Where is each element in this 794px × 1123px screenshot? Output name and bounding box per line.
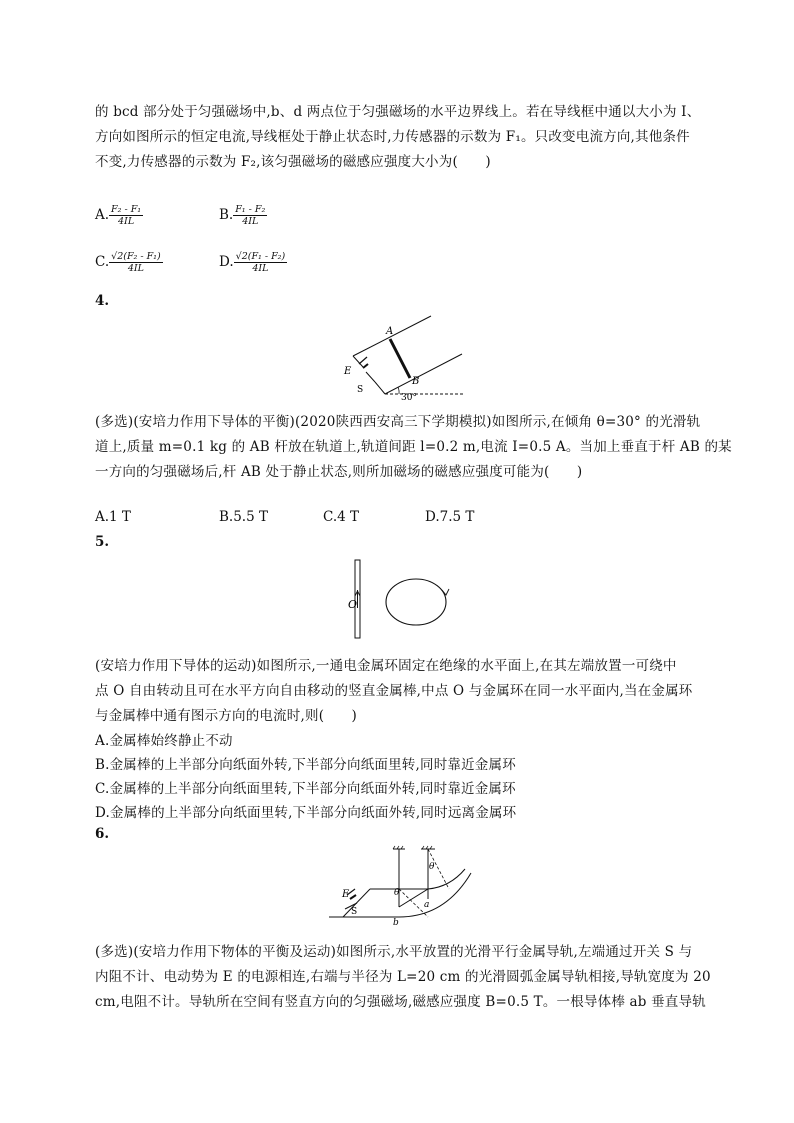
arc-rail-lower [399, 873, 471, 917]
fraction-denominator: 4IL [252, 263, 269, 274]
q4-option-d: D.7.5 T [425, 509, 475, 525]
label-b: B [412, 376, 420, 387]
fraction [234, 251, 288, 274]
intro-line-1: 的 bcd 部分处于匀强磁场中,b、d 两点位于匀强磁场的水平边界线上。若在导线框中通以大小为 I、 [95, 104, 701, 120]
q6-line-3: cm,电阻不计。导轨所在空间有竖直方向的匀强磁场,磁感应强度 B=0.5 T。一根导体棒 ab 垂直导轨 [95, 994, 706, 1010]
q3-option-c [95, 251, 163, 274]
battery-short-plate [363, 364, 368, 368]
q4-inclined-rails-figure [335, 312, 465, 402]
fraction-numerator: F₁ - F₂ [235, 204, 266, 215]
label-s: S [351, 907, 358, 917]
question-5-number: 5. [95, 534, 110, 550]
q5-option-a: A.金属棒始终静止不动 [95, 733, 233, 749]
q5-rod-and-ring-figure [345, 558, 455, 642]
q4-line-2: 道上,质量 m=0.1 kg 的 AB 杆放在轨道上,轨道间距 l=0.2 m,电流 I=0.5 A。当加上垂直于杆 AB 的某 [95, 439, 732, 455]
battery-short-plate [350, 895, 356, 899]
q6-arc-rail-figure [325, 845, 475, 925]
label-b: b [393, 918, 399, 925]
q5-line-1: (安培力作用下导体的运动)如图所示,一通电金属环固定在绝缘的水平面上,在其左端放置一可绕中 [95, 658, 677, 674]
q5-option-b: B.金属棒的上半部分向纸面外转,下半部分向纸面里转,同时靠近金属环 [95, 757, 516, 773]
q3-option-a [95, 204, 143, 227]
question-4-number: 4. [95, 293, 110, 309]
intro-line-3: 不变,力传感器的示数为 F₂,该匀强磁场的磁感应强度大小为( ) [95, 154, 491, 170]
label-a: a [424, 900, 430, 910]
option-label: B. [219, 207, 234, 223]
fraction [233, 204, 267, 227]
q5-option-c: C.金属棒的上半部分向纸面里转,下半部分向纸面外转,同时靠近金属环 [95, 781, 516, 797]
switch-lever [366, 372, 375, 382]
option-label: C. [95, 254, 110, 270]
q5-option-d: D.金属棒的上半部分向纸面里转,下半部分向纸面外转,同时远离金属环 [95, 805, 517, 821]
q3-option-d [219, 251, 287, 274]
q4-option-b: B.5.5 T [219, 509, 268, 525]
intro-line-2: 方向如图所示的恒定电流,导线框处于静止状态时,力传感器的示数为 F₁。只改变电流方向,其他条件 [95, 129, 690, 145]
arc-rail-upper [428, 869, 465, 889]
rail-lower [385, 354, 462, 394]
label-e: E [342, 889, 350, 900]
fraction-denominator: 4IL [127, 263, 144, 274]
q3-option-b [219, 204, 267, 227]
q6-line-2: 内阻不计、电动势为 E 的电源相连,右端与半径为 L=20 cm 的光滑圆弧金属导轨相接,导轨宽度为 20 [95, 969, 711, 985]
label-angle: 30° [401, 393, 417, 402]
q4-line-1: (多选)(安培力作用下导体的平衡)(2020陕西西安高三下学期模拟)如图所示,在倾角 θ=30° 的光滑轨 [95, 414, 701, 430]
label-theta-left: θ [394, 888, 400, 898]
q6-line-1: (多选)(安培力作用下物体的平衡及运动)如图所示,水平放置的光滑平行金属导轨,左端通过开关 S 与 [95, 944, 693, 960]
question-6-number: 6. [95, 826, 110, 842]
metal-ring [386, 579, 446, 625]
ring-current-arrow-icon [442, 589, 449, 595]
battery-long-plate [359, 357, 367, 364]
option-label: A. [95, 207, 110, 223]
fraction [109, 251, 163, 274]
q4-option-a: A.1 T [95, 509, 131, 525]
fraction-numerator: F₂ - F₁ [111, 204, 142, 215]
label-s: S [357, 385, 364, 395]
rod-ab [390, 339, 410, 378]
angle-arc [398, 387, 399, 394]
label-theta-right: θ [429, 862, 435, 872]
fraction-numerator: √2(F₂ - F₁) [111, 251, 161, 262]
q5-line-3: 与金属棒中通有图示方向的电流时,则( ) [95, 708, 358, 724]
label-e: E [344, 366, 352, 377]
q4-line-3: 一方向的匀强磁场后,杆 AB 处于静止状态,则所加磁场的磁感应强度可能为( ) [95, 464, 583, 480]
fraction-numerator: √2(F₁ - F₂) [235, 251, 286, 262]
q5-line-2: 点 O 自由转动且可在水平方向自由移动的竖直金属棒,中点 O 与金属环在同一水平面内,当在金属环 [95, 683, 693, 699]
label-a: A [386, 326, 394, 337]
fraction-denominator: 4IL [242, 216, 259, 227]
option-label: D. [219, 254, 234, 270]
label-o: O [348, 598, 358, 611]
fraction-denominator: 4IL [118, 216, 135, 227]
q4-option-c: C.4 T [323, 509, 360, 525]
fraction [109, 204, 143, 227]
wire [375, 382, 385, 394]
